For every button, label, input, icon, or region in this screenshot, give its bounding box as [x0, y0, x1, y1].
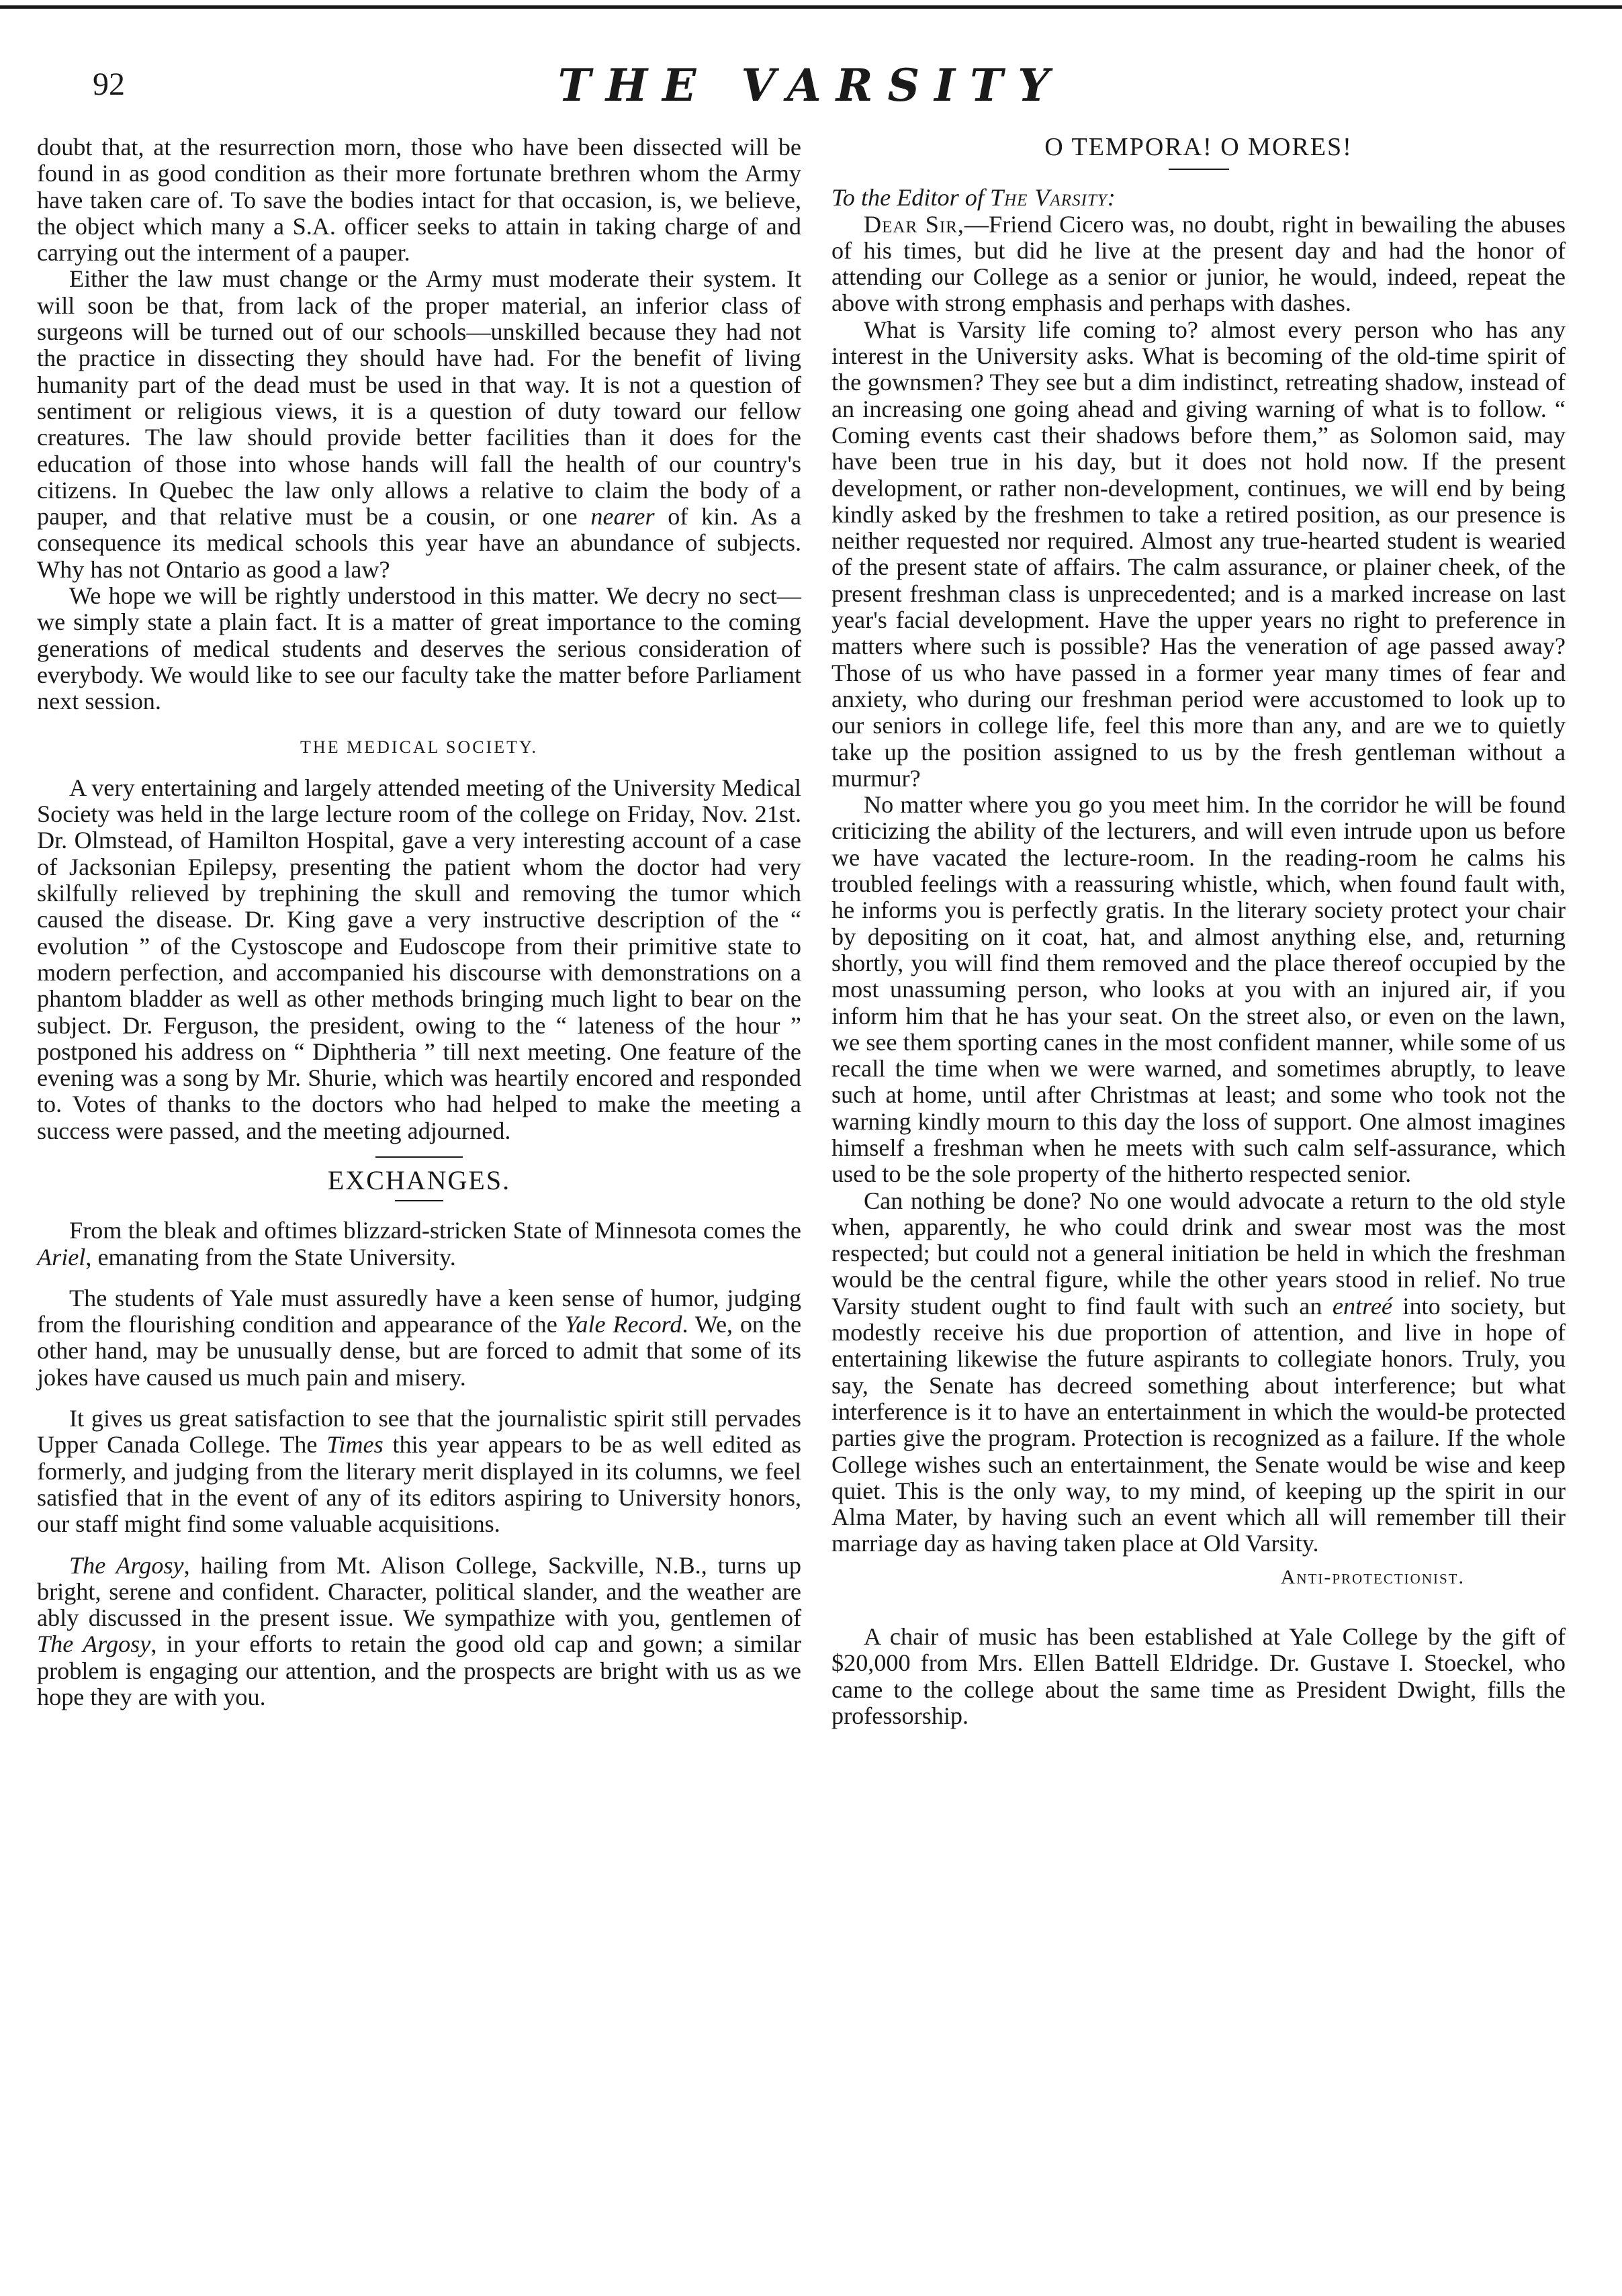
paragraph: From the bleak and oftimes blizzard-stricken State of Minnesota comes the Ariel, emanating from the State University. — [37, 1217, 801, 1271]
article-title: O TEMPORA! O MORES! — [1044, 133, 1353, 161]
paragraph: Either the law must change or the Army must moderate their system. It will soon be that, from lack of the proper material, an inferior class of surgeons will be turned out of our schools—unskilled because they had not the practice in dissecting they should have had. For the benefit of living humanity part of the dead must be used in that way. It is not a question of sentiment or religious views, it is a question of duty toward our fellow creatures. The law should provide better facilities than it does for the education of those into whose hands will fall the health of our country's citizens. In Quebec the law only allows a relative to claim the body of a pauper, and that relative must be a cousin, or one nearer of kin. As a consequence its medical schools this year have an abundance of subjects. Why has not Ontario as good a law? — [37, 265, 801, 583]
signature: Anti-protectionist. — [1280, 1565, 1465, 1588]
section-heading-exchanges: EXCHANGES. — [327, 1164, 511, 1195]
paragraph: A very entertaining and largely attended meeting of the University Medical Society was held in the large lecture room of the college on Friday, Nov. 21st. Dr. Olmstead, of Hamilton Hospital, gave a very interesting account of a case of Jacksonian Epilepsy, presenting the patient whom the doctor had very skilfully relieved by trephining the skull and removing the tumor which caused the disease. Dr. King gave a very instructive description of the “ evolution ” of the Cystoscope and Eudoscope from their primitive state to modern perfection, and accompanied his discourse with demonstrations on a phantom bladder as well as other methods bringing much light to bear on the subject. Dr. Ferguson, the president, owing to the “ lateness of the hour ” postponed his address on “ Diphtheria ” till next meeting. One feature of the evening was a song by Mr. Shurie, which was heartily encored and responded to. Votes of thanks to the doctors who had helped to make the meeting a success were passed, and the meeting adjourned. — [37, 774, 801, 1144]
masthead-title: THE VARSITY — [557, 59, 1065, 111]
paragraph: What is Varsity life coming to? almost every person who has any interest in the University asks. What is becoming of the old-time spirit of the gownsmen? They see but a dim indistinct, retreating shadow, instead of an increasing one going ahead and giving warning of what is to follow. “ Coming events cast their shadows before them,” as Solomon said, may have been true in his day, but it does not hold now. If the present development, or rather non-development, continues, we will end by being kindly asked by the freshmen to take a retired position, as our presence is neither requested nor required. Almost any true-hearted student is wearied of the present state of affairs. The calm assurance, or plainer cheek, of the present freshman class is unprecedented; and is a marked increase on last year's facial development. Have the upper years no right to preference in matters where such is possible? Has the veneration of age passed away? Those of us who have passed in a former year many times of fear and anxiety, who during our freshman period were accustomed to look up to our seniors in college life, feel this more than any, and are we to quietly take up the position assigned to us by the fresh gentleman without a murmur? — [831, 316, 1566, 792]
paragraph: Can nothing be done? No one would advocate a return to the old style when, apparently, he who could drink and swear most was the most respected; but could not a general initiation be held in which the freshman would be the central figure, while the other years stood in relief. No true Varsity student ought to find fault with such an entreé into society, but modestly receive his due proportion of attention, and live in hope of entertaining likewise the future aspirants to collegiate honors. Truly, you say, the Senate has decreed something about interference; but what interference is it to have an entertainment in which the would-be protected parties give the program. Protection is recognized as a failure. If the whole College wishes such an entertainment, the Senate would be wise and keep quiet. This is the only way, to my mind, of keeping up the spirit in our Alma Mater, by having such an event which all will remember till their marriage day as having taken place at Old Varsity. — [831, 1187, 1566, 1557]
divider — [375, 1156, 463, 1158]
top-rule — [0, 5, 1622, 9]
paragraph: It gives us great satisfaction to see that the journalistic spirit still pervades Upper Canada College. The Times this year appears to be as well edited as formerly, and judging from the literary merit displayed in its columns, we feel satisfied that in the event of any of its editors aspiring to University honors, our staff might find some valuable acquisitions. — [37, 1405, 801, 1538]
divider — [395, 1200, 443, 1201]
paragraph: Dear Sir,—Friend Cicero was, no doubt, right in bewailing the abuses of his times, but did he live at the present day and had the honor of attending our College as a senior or junior, he would, indeed, repeat the above with strong emphasis and perhaps with dashes. — [831, 210, 1566, 317]
paragraph: A chair of music has been established at Yale College by the gift of $20,000 from Mrs. Ellen Battell Eldridge. Dr. Gustave I. Stoeckel, who came to the college about the same time as President Dwight, fills the professorship. — [831, 1623, 1566, 1729]
section-heading-medical-society: THE MEDICAL SOCIETY. — [300, 737, 538, 757]
paragraph: doubt that, at the resurrection morn, those who have been dissected will be found in as good condition as their more fortunate brethren whom the Army have taken care of. To save the bodies intact for that occasion, is, we believe, the object which many a S.A. officer seeks to attain in taking charge of and carrying out the interment of a pauper. — [37, 134, 801, 267]
divider — [1169, 169, 1229, 170]
page-number: 92 — [93, 66, 125, 102]
paragraph: The Argosy, hailing from Mt. Alison College, Sackville, N.B., turns up bright, serene and confident. Character, political slander, and the weather are ably discussed in the present issue. We sympathize with you, gentlemen of The Argosy, in your efforts to retain the good old cap and gown; a similar problem is engaging our attention, and the prospects are bright with us as we hope they are with you. — [37, 1551, 801, 1711]
paragraph: We hope we will be rightly understood in this matter. We decry no sect—we simply state a plain fact. It is a matter of great importance to the coming generations of medical students and deserves the serious consideration of everybody. We would like to see our faculty take the matter before Parliament next session. — [37, 582, 801, 715]
right-column — [831, 134, 1566, 1729]
paragraph: The students of Yale must assuredly have a keen sense of humor, judging from the flourishing condition and appearance of the Yale Record. We, on the other hand, may be unusually dense, but are forced to admit that some of its jokes have caused us much pain and misery. — [37, 1284, 802, 1391]
salutation: To the Editor of The Varsity: — [831, 184, 1116, 212]
left-column — [37, 134, 801, 1710]
paragraph: No matter where you go you meet him. In the corridor he will be found criticizing the ability of the lecturers, and will even intrude upon us before we have vacated the lecture-room. In the reading-room he calms his troubled feelings with a reassuring whistle, which, when found fault with, he informs you is perfectly gratis. In the literary society protect your chair by depositing on it coat, hat, and almost anything else, and, returning shortly, you will find them removed and the place thereof occupied by the most unassuming person, who looks at you with an injured air, if you inform him that he has your seat. On the street also, or even on the lawn, we see them sporting canes in the most confident manner, while some of us recall the time when we were warned, and sometimes abruptly, to leave such at home, until after Christmas at least; and some who took not the warning kindly mourn to this day the loss of support. One almost imagines himself a freshman when he meets with such calm self-assurance, which used to be the sole property of the hitherto respected senior. — [831, 791, 1566, 1188]
